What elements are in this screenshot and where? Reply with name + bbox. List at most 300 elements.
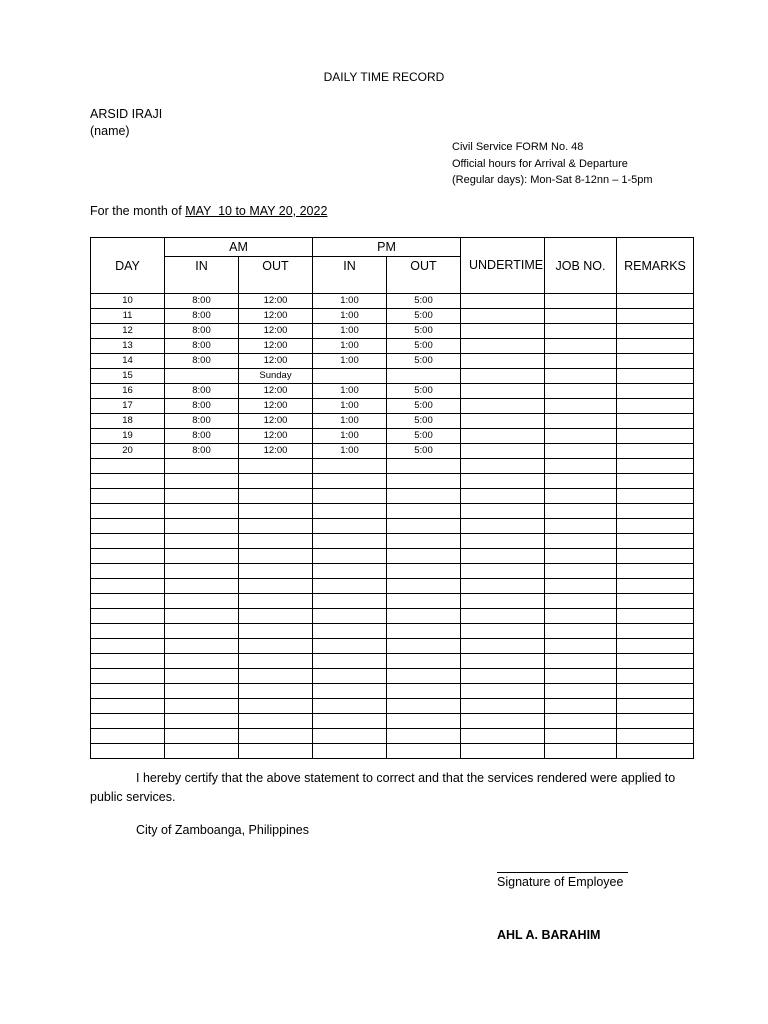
header-job-no: JOB NO. xyxy=(545,238,617,294)
cell-pm-in xyxy=(313,594,387,609)
cell-remarks xyxy=(617,324,694,339)
cell-remarks xyxy=(617,489,694,504)
cell-pm-in xyxy=(313,639,387,654)
cell-pm-out: 5:00 xyxy=(387,429,461,444)
cell-pm-in: 1:00 xyxy=(313,399,387,414)
cell-remarks xyxy=(617,339,694,354)
header-am-out: OUT xyxy=(239,257,313,294)
cell-day xyxy=(91,744,165,759)
table-row xyxy=(91,384,694,399)
table-row xyxy=(91,684,694,699)
table-row xyxy=(91,654,694,669)
cell-undertime xyxy=(461,414,545,429)
month-prefix: For the month of xyxy=(90,204,186,218)
cell-pm-out xyxy=(387,459,461,474)
cell-undertime xyxy=(461,684,545,699)
cell-am-out xyxy=(239,519,313,534)
cell-pm-in xyxy=(313,714,387,729)
cell-am-out xyxy=(239,729,313,744)
cell-am-out: 12:00 xyxy=(239,324,313,339)
cell-remarks xyxy=(617,459,694,474)
cell-pm-in xyxy=(313,459,387,474)
cell-job-no xyxy=(545,744,617,759)
table-row xyxy=(91,609,694,624)
cell-undertime xyxy=(461,699,545,714)
cell-job-no xyxy=(545,534,617,549)
cell-am-in xyxy=(165,609,239,624)
cell-remarks xyxy=(617,699,694,714)
cell-pm-in: 1:00 xyxy=(313,444,387,459)
cell-day xyxy=(91,549,165,564)
cell-pm-out xyxy=(387,684,461,699)
cell-am-out: 12:00 xyxy=(239,309,313,324)
cell-undertime xyxy=(461,429,545,444)
cell-am-out: 12:00 xyxy=(239,294,313,309)
cell-am-out xyxy=(239,669,313,684)
cell-am-in xyxy=(165,744,239,759)
table-row xyxy=(91,579,694,594)
cell-pm-in: 1:00 xyxy=(313,294,387,309)
cell-am-in xyxy=(165,369,239,384)
cell-am-out xyxy=(239,474,313,489)
cell-am-out: 12:00 xyxy=(239,429,313,444)
employee-block xyxy=(90,106,162,140)
table-row xyxy=(91,534,694,549)
header-am-in: IN xyxy=(165,257,239,294)
cell-am-in: 8:00 xyxy=(165,309,239,324)
cell-job-no xyxy=(545,504,617,519)
cell-day: 18 xyxy=(91,414,165,429)
cell-day xyxy=(91,669,165,684)
cell-day xyxy=(91,534,165,549)
cell-day xyxy=(91,609,165,624)
cell-remarks xyxy=(617,369,694,384)
cell-pm-out xyxy=(387,699,461,714)
header-pm-in: IN xyxy=(313,257,387,294)
cell-undertime xyxy=(461,609,545,624)
cell-day: 10 xyxy=(91,294,165,309)
table-row xyxy=(91,504,694,519)
cell-day: 15 xyxy=(91,369,165,384)
cell-remarks xyxy=(617,744,694,759)
cell-am-in xyxy=(165,714,239,729)
cell-remarks xyxy=(617,609,694,624)
cell-am-in xyxy=(165,579,239,594)
cell-pm-in xyxy=(313,534,387,549)
cell-pm-out: 5:00 xyxy=(387,339,461,354)
cell-am-out: 12:00 xyxy=(239,444,313,459)
cell-job-no xyxy=(545,669,617,684)
cell-pm-out xyxy=(387,654,461,669)
table-row xyxy=(91,594,694,609)
cell-pm-out: 5:00 xyxy=(387,354,461,369)
table-row xyxy=(91,639,694,654)
cell-day xyxy=(91,579,165,594)
cell-day: 20 xyxy=(91,444,165,459)
cell-pm-out xyxy=(387,639,461,654)
cell-undertime xyxy=(461,444,545,459)
cell-day xyxy=(91,639,165,654)
cell-day xyxy=(91,474,165,489)
cell-am-out xyxy=(239,639,313,654)
cell-pm-out: 5:00 xyxy=(387,444,461,459)
cell-am-out xyxy=(239,594,313,609)
cell-am-in: 8:00 xyxy=(165,414,239,429)
cell-undertime xyxy=(461,594,545,609)
cell-am-out xyxy=(239,579,313,594)
cell-day xyxy=(91,624,165,639)
cell-job-no xyxy=(545,654,617,669)
cell-am-in xyxy=(165,594,239,609)
cell-undertime xyxy=(461,519,545,534)
cell-pm-out xyxy=(387,369,461,384)
cell-day xyxy=(91,699,165,714)
cell-pm-out xyxy=(387,744,461,759)
cell-pm-out xyxy=(387,519,461,534)
cell-am-out xyxy=(239,489,313,504)
cell-day: 14 xyxy=(91,354,165,369)
table-row xyxy=(91,459,694,474)
cell-pm-out xyxy=(387,549,461,564)
cell-remarks xyxy=(617,714,694,729)
cell-remarks xyxy=(617,309,694,324)
cell-am-out: 12:00 xyxy=(239,354,313,369)
cell-undertime xyxy=(461,399,545,414)
cell-pm-out: 5:00 xyxy=(387,414,461,429)
table-row xyxy=(91,429,694,444)
cell-job-no xyxy=(545,294,617,309)
table-row xyxy=(91,714,694,729)
cell-pm-in xyxy=(313,564,387,579)
cell-pm-out xyxy=(387,534,461,549)
cell-pm-in xyxy=(313,609,387,624)
cell-remarks xyxy=(617,504,694,519)
cell-remarks xyxy=(617,684,694,699)
cell-am-out xyxy=(239,504,313,519)
cell-am-in xyxy=(165,684,239,699)
table-row xyxy=(91,564,694,579)
cell-day: 12 xyxy=(91,324,165,339)
cell-undertime xyxy=(461,354,545,369)
cell-undertime xyxy=(461,744,545,759)
cell-day: 19 xyxy=(91,429,165,444)
cell-pm-in: 1:00 xyxy=(313,429,387,444)
cell-remarks xyxy=(617,729,694,744)
cell-am-out xyxy=(239,459,313,474)
cell-am-out xyxy=(239,699,313,714)
cell-am-in xyxy=(165,474,239,489)
cell-pm-in xyxy=(313,369,387,384)
cell-undertime xyxy=(461,534,545,549)
table-row xyxy=(91,414,694,429)
cell-pm-out: 5:00 xyxy=(387,384,461,399)
cell-remarks xyxy=(617,564,694,579)
table-row xyxy=(91,519,694,534)
cell-pm-out xyxy=(387,714,461,729)
cell-pm-in xyxy=(313,669,387,684)
month-line xyxy=(90,204,327,218)
table-row xyxy=(91,369,694,384)
table-row xyxy=(91,399,694,414)
cell-pm-out: 5:00 xyxy=(387,324,461,339)
cell-remarks xyxy=(617,399,694,414)
cell-job-no xyxy=(545,414,617,429)
cell-day xyxy=(91,504,165,519)
cell-am-out xyxy=(239,534,313,549)
cell-am-in xyxy=(165,624,239,639)
cell-pm-out: 5:00 xyxy=(387,294,461,309)
cell-undertime xyxy=(461,474,545,489)
cell-undertime xyxy=(461,504,545,519)
cell-job-no xyxy=(545,729,617,744)
cell-am-in xyxy=(165,699,239,714)
form-number: Civil Service FORM No. 48 xyxy=(452,141,584,153)
cell-day xyxy=(91,594,165,609)
cell-am-in: 8:00 xyxy=(165,354,239,369)
cell-pm-in: 1:00 xyxy=(313,384,387,399)
cell-am-in xyxy=(165,729,239,744)
table-row xyxy=(91,339,694,354)
cell-job-no xyxy=(545,609,617,624)
cell-am-out xyxy=(239,624,313,639)
cell-remarks xyxy=(617,594,694,609)
cell-remarks xyxy=(617,534,694,549)
cell-job-no xyxy=(545,714,617,729)
cell-am-in xyxy=(165,549,239,564)
cell-remarks xyxy=(617,444,694,459)
cell-am-in: 8:00 xyxy=(165,444,239,459)
cell-am-out xyxy=(239,549,313,564)
cell-day: 11 xyxy=(91,309,165,324)
certification-statement: I hereby certify that the above statement to correct and that the services rendered were applied to public services. xyxy=(90,771,676,804)
cell-remarks xyxy=(617,549,694,564)
cell-undertime xyxy=(461,459,545,474)
cell-remarks xyxy=(617,474,694,489)
officer-name: AHL A. BARAHIM xyxy=(497,928,601,942)
cell-job-no xyxy=(545,444,617,459)
cell-undertime xyxy=(461,564,545,579)
cell-pm-in xyxy=(313,474,387,489)
time-record-table xyxy=(90,237,694,759)
cell-undertime xyxy=(461,339,545,354)
cell-job-no xyxy=(545,489,617,504)
cell-job-no xyxy=(545,429,617,444)
cell-job-no xyxy=(545,639,617,654)
cell-pm-out xyxy=(387,624,461,639)
cell-am-in: 8:00 xyxy=(165,399,239,414)
cell-job-no xyxy=(545,324,617,339)
cell-pm-out xyxy=(387,609,461,624)
cell-job-no xyxy=(545,684,617,699)
cell-day xyxy=(91,714,165,729)
table-row xyxy=(91,489,694,504)
cell-am-out: 12:00 xyxy=(239,414,313,429)
cell-undertime xyxy=(461,294,545,309)
cell-job-no xyxy=(545,474,617,489)
cell-remarks xyxy=(617,414,694,429)
cell-pm-out xyxy=(387,729,461,744)
cell-job-no xyxy=(545,594,617,609)
cell-pm-in xyxy=(313,699,387,714)
cell-remarks xyxy=(617,579,694,594)
signature-line xyxy=(497,858,628,873)
cell-pm-in xyxy=(313,489,387,504)
cell-pm-in xyxy=(313,684,387,699)
table-row xyxy=(91,624,694,639)
cell-pm-in: 1:00 xyxy=(313,324,387,339)
header-remarks: REMARKS xyxy=(617,238,694,294)
cell-pm-in xyxy=(313,624,387,639)
cell-am-in xyxy=(165,504,239,519)
cell-job-no xyxy=(545,384,617,399)
cell-day: 13 xyxy=(91,339,165,354)
table-row xyxy=(91,744,694,759)
cell-undertime xyxy=(461,549,545,564)
cell-job-no xyxy=(545,309,617,324)
cell-am-in: 8:00 xyxy=(165,324,239,339)
table-row xyxy=(91,354,694,369)
cell-undertime xyxy=(461,729,545,744)
cell-pm-in xyxy=(313,579,387,594)
cell-day: 17 xyxy=(91,399,165,414)
header-pm-out: OUT xyxy=(387,257,461,294)
cell-am-in xyxy=(165,669,239,684)
cell-remarks xyxy=(617,624,694,639)
cell-job-no xyxy=(545,369,617,384)
cell-pm-out xyxy=(387,474,461,489)
cell-pm-out xyxy=(387,579,461,594)
cell-undertime xyxy=(461,654,545,669)
cell-day xyxy=(91,564,165,579)
cell-pm-out xyxy=(387,564,461,579)
cell-pm-out xyxy=(387,669,461,684)
document-title: DAILY TIME RECORD xyxy=(323,70,445,84)
cell-pm-out xyxy=(387,504,461,519)
cell-pm-in xyxy=(313,549,387,564)
cell-remarks xyxy=(617,384,694,399)
cell-job-no xyxy=(545,399,617,414)
cell-am-out: 12:00 xyxy=(239,384,313,399)
time-record-rows xyxy=(91,294,694,759)
cell-remarks xyxy=(617,639,694,654)
cell-remarks xyxy=(617,429,694,444)
cell-am-in xyxy=(165,459,239,474)
employee-name-label: (name) xyxy=(90,124,130,138)
cell-am-in: 8:00 xyxy=(165,384,239,399)
cell-pm-in: 1:00 xyxy=(313,309,387,324)
table-row xyxy=(91,309,694,324)
city-location: City of Zamboanga, Philippines xyxy=(136,823,310,837)
header-am: AM xyxy=(165,238,313,257)
table-row xyxy=(91,294,694,309)
cell-undertime xyxy=(461,714,545,729)
cell-day: 16 xyxy=(91,384,165,399)
table-row xyxy=(91,699,694,714)
cell-job-no xyxy=(545,339,617,354)
cell-am-in xyxy=(165,639,239,654)
cell-day xyxy=(91,684,165,699)
table-row xyxy=(91,669,694,684)
cell-am-in xyxy=(165,654,239,669)
cell-pm-in: 1:00 xyxy=(313,339,387,354)
cell-am-in: 8:00 xyxy=(165,294,239,309)
cell-job-no xyxy=(545,519,617,534)
official-hours-label: Official hours for Arrival & Departure xyxy=(452,157,628,170)
cell-undertime xyxy=(461,639,545,654)
cell-am-out xyxy=(239,714,313,729)
cell-am-out: 12:00 xyxy=(239,399,313,414)
cell-pm-out xyxy=(387,489,461,504)
cell-remarks xyxy=(617,519,694,534)
regular-days-hours: (Regular days): Mon-Sat 8-12nn – 1-5pm xyxy=(452,174,653,186)
cell-day xyxy=(91,519,165,534)
table-row xyxy=(91,444,694,459)
cell-am-out xyxy=(239,684,313,699)
cell-am-out: Sunday xyxy=(239,369,313,384)
cell-undertime xyxy=(461,579,545,594)
header-pm: PM xyxy=(313,238,461,257)
cell-pm-in xyxy=(313,744,387,759)
cell-day xyxy=(91,729,165,744)
cell-day xyxy=(91,654,165,669)
cell-am-in: 8:00 xyxy=(165,429,239,444)
cell-job-no xyxy=(545,459,617,474)
cell-job-no xyxy=(545,549,617,564)
cell-am-in xyxy=(165,489,239,504)
cell-remarks xyxy=(617,654,694,669)
cell-am-out: 12:00 xyxy=(239,339,313,354)
cell-pm-in: 1:00 xyxy=(313,414,387,429)
cell-am-in: 8:00 xyxy=(165,339,239,354)
cell-remarks xyxy=(617,354,694,369)
cell-undertime xyxy=(461,309,545,324)
header-undertime: UNDERTIME xyxy=(461,238,545,294)
cell-remarks xyxy=(617,294,694,309)
cell-am-out xyxy=(239,744,313,759)
cell-pm-in xyxy=(313,504,387,519)
table-row xyxy=(91,474,694,489)
cell-pm-in xyxy=(313,519,387,534)
cell-day xyxy=(91,459,165,474)
cell-pm-out: 5:00 xyxy=(387,309,461,324)
month-period: MAY 10 to MAY 20, 2022 xyxy=(185,204,328,218)
cell-day xyxy=(91,489,165,504)
table-row xyxy=(91,729,694,744)
cell-undertime xyxy=(461,669,545,684)
cell-job-no xyxy=(545,564,617,579)
cell-pm-in xyxy=(313,654,387,669)
employee-name: ARSID IRAJI xyxy=(90,107,163,121)
cell-job-no xyxy=(545,354,617,369)
cell-undertime xyxy=(461,384,545,399)
cell-am-out xyxy=(239,609,313,624)
cell-am-out xyxy=(239,654,313,669)
cell-undertime xyxy=(461,324,545,339)
cell-pm-in xyxy=(313,729,387,744)
cell-job-no xyxy=(545,579,617,594)
table-row xyxy=(91,549,694,564)
signature-label: Signature of Employee xyxy=(497,875,624,889)
cell-am-in xyxy=(165,534,239,549)
cell-pm-out xyxy=(387,594,461,609)
table-row xyxy=(91,324,694,339)
cell-am-out xyxy=(239,564,313,579)
cell-am-in xyxy=(165,519,239,534)
cell-undertime xyxy=(461,369,545,384)
cell-pm-in: 1:00 xyxy=(313,354,387,369)
cell-job-no xyxy=(545,699,617,714)
cell-job-no xyxy=(545,624,617,639)
